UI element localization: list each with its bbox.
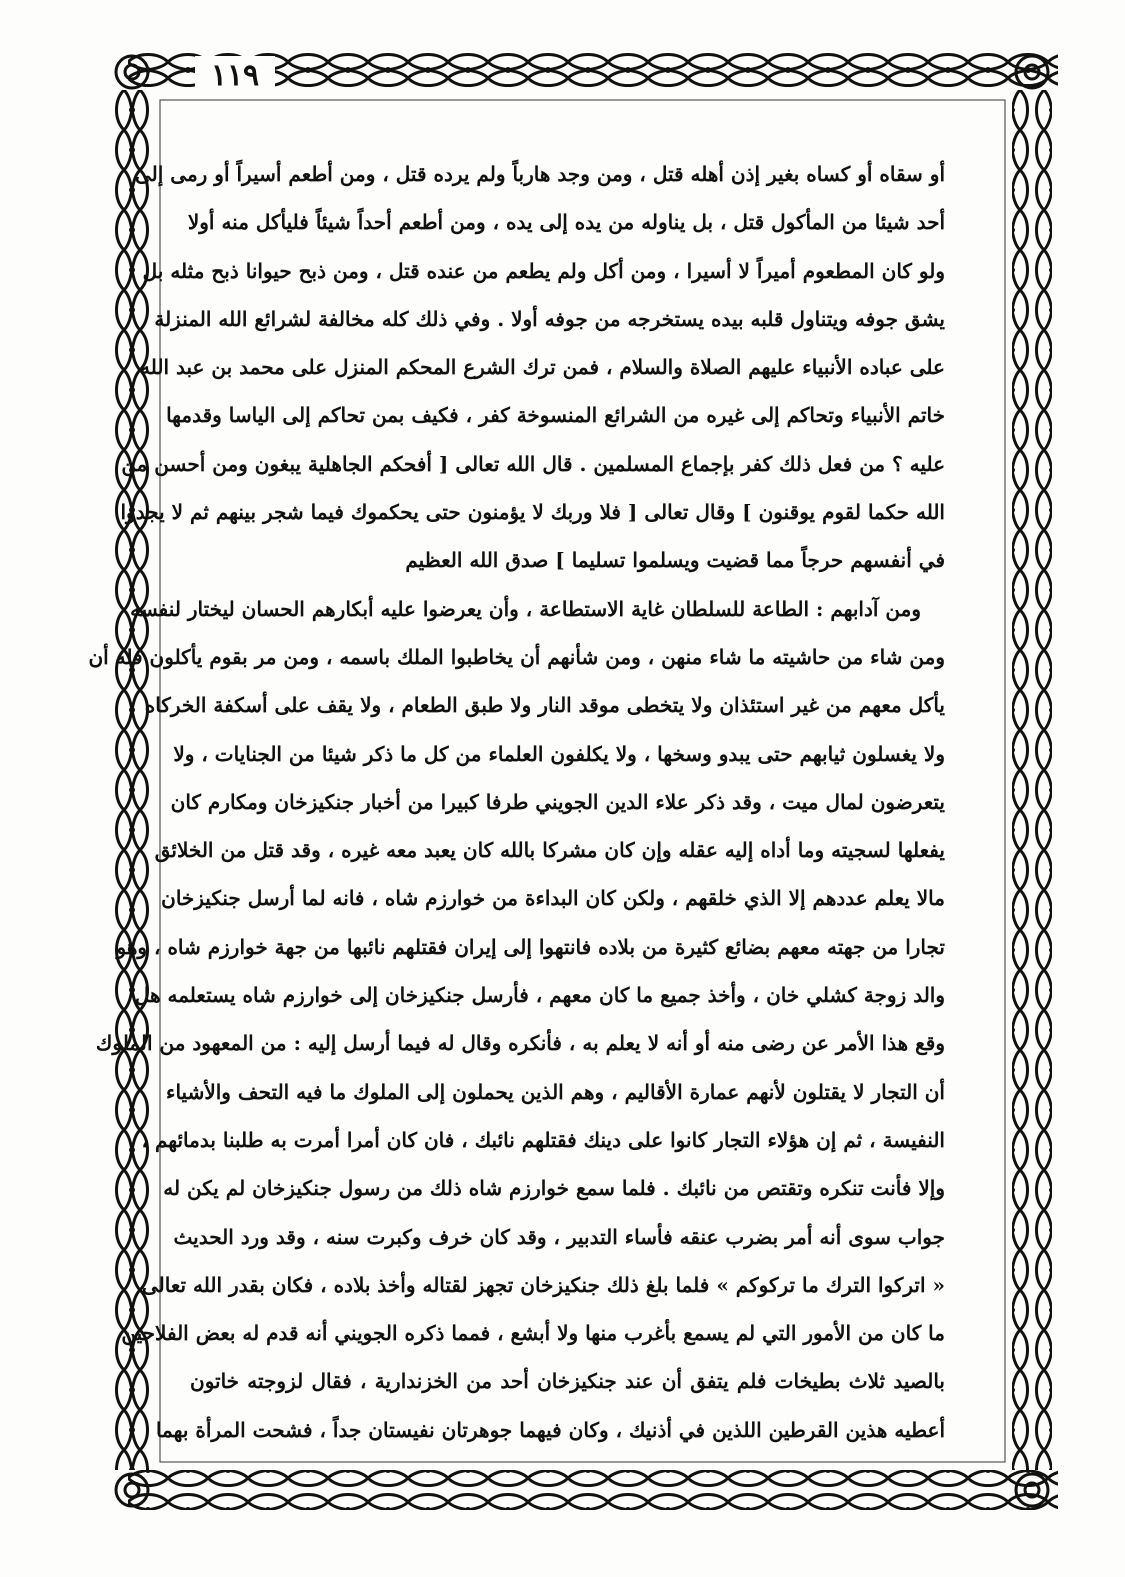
text-line: مالا يعلم عددهم إلا الذي خلقهم ، ولكن كان البداءة من خوارزم شاه ، فانه لما أرسل جنكيزخان: [161, 886, 945, 911]
text-line: يشق جوفه ويتناول قلبه بيده يستخرجه من جوفه أولا . وفي ذلك كله مخالفة لشرائع الله المنزلة: [154, 306, 945, 331]
page-number: ١١٩: [195, 56, 275, 96]
text-line: عليه ؟ من فعل ذلك كفر بإجماع المسلمين . قال الله تعالى [ أفحكم الجاهلية يبغون ومن أحسن من: [121, 451, 945, 476]
border-right: [1012, 90, 1052, 1470]
text-line: خاتم الأنبياء وتحاكم إلى غيره من الشرائع المنسوخة كفر ، فكيف بمن تحاكم إلى الياسا وقدمها: [166, 403, 945, 428]
text-line: ولو كان المطعوم أميراً لا أسيرا ، ومن أكل ولم يطعم من عنده قتل ، ومن ذبح حيوانا ذبح مثله بل: [142, 258, 945, 283]
text-line: في أنفسهم حرجاً مما قضيت ويسلموا تسليما ] صدق الله العظيم: [405, 548, 945, 573]
text-line: تجارا من جهته معهم بضائع كثيرة من بلاده فانتهوا إلى إيران فقتلهم نائبها من جهة خوارزم شاه ، وهو: [116, 934, 945, 959]
text-line: جواب سوى أنه أمر بضرب عنقه فأساء التدبير ، وقد كان خرف وكبرت سنه ، وقد ورد الحديث: [173, 1224, 945, 1249]
text-line: يفعلها لسجيته وما أداه إليه عقله وإن كان مشركا بالله كان يعبد معه غيره ، وقد قتل من الخلائق: [154, 838, 945, 863]
text-line: أو سقاه أو كساه بغير إذن أهله قتل ، ومن وجد هارباً ولم يرده قتل ، ومن أطعم أسيراً أو رمى إلى: [135, 162, 945, 186]
text-line: والد زوجة كشلي خان ، وأخذ جميع ما كان معهم ، فأرسل جنكيزخان إلى خوارزم شاه يستعلمه هل: [134, 983, 945, 1008]
paragraph-start-line: ومن آدابهم : الطاعة للسلطان غاية الاستطاعة ، وأن يعرضوا عليه أبكارهم الحسان ليختار لنفسه: [130, 596, 921, 621]
border-bottom: [128, 1470, 1058, 1510]
text-line: أن التجار لا يقتلون لأنهم عمارة الأقاليم ، وهم الذين يحملون إلى الملوك ما فيه التحف والأشياء: [166, 1079, 945, 1104]
text-line: على عباده الأنبياء عليهم الصلاة والسلام ، فمن ترك الشرع المحكم المنزل على محمد بن عبد الله: [140, 355, 945, 380]
body-text: [88, 150, 945, 1454]
text-line: أعطيه هذين القرطين اللذين في أذنيك ، وكان فيهما جوهرتان نفيستان جداً ، فشحت المرأة بهما: [155, 1417, 945, 1442]
text-line: ولا يغسلون ثيابهم حتى يبدو وسخها ، ولا يكلفون العلماء من كل ما ذكر شيئا من الجنايات ، ولا: [173, 741, 945, 766]
text-line: النفيسة ، ثم إن هؤلاء التجار كانوا على دينك فقتلهم نائبك ، فان كان أمرا أمرت به طلبنا بدمائهم ،: [141, 1127, 945, 1152]
text-line: بالصيد ثلاث بطيخات فلم يتفق أن عند جنكيزخان أحد من الخزندارية ، فقال لزوجته خاتون: [190, 1369, 945, 1394]
text-line: « اتركوا الترك ما تركوكم » فلما بلغ ذلك جنكيزخان تجهز لقتاله وأخذ بلاده ، فكان بقدر الله تعالى: [142, 1272, 945, 1297]
text-line: ومن شاء من حاشيته ما شاء منهن ، ومن شأنهم أن يخاطبوا الملك باسمه ، ومن مر بقوم يأكلون فله أن: [88, 644, 945, 669]
text-line: ما كان من الأمور التي لم يسمع بأغرب منها ولا أبشع ، فمما ذكره الجويني أنه قدم له بعض الفلاحين: [121, 1321, 945, 1346]
text-line: وقع هذا الأمر عن رضى منه أو أنه لا يعلم به ، فأنكره وقال له فيما أرسل إليه : من المعهود من الملوك: [95, 1031, 945, 1056]
text-line: الله حكما لقوم يوقنون ] وقال تعالى [ فلا وربك لا يؤمنون حتى يحكموك فيما شجر بينهم ثم لا يجدوا: [120, 500, 945, 525]
text-line: وإلا فأنت تنكره وتقتص من نائبك . فلما سمع خوارزم شاه ذلك من رسول جنكيزخان لم يكن له: [163, 1176, 945, 1201]
text-line: أحد شيئا من المأكول قتل ، بل يناوله من يده إلى يده ، ومن أطعم أحداً شيئاً فليأكل منه أولا: [187, 210, 945, 235]
text-line: يتعرضون لمال ميت ، وقد ذكر علاء الدين الجويني طرفا كبيرا من أخبار جنكيزخان ومكارم كان: [170, 789, 945, 814]
text-line: يأكل معهم من غير استئذان ولا يتخطى موقد النار ولا طبق الطعام ، ولا يقف على أسكفة الخركاه: [144, 693, 945, 718]
